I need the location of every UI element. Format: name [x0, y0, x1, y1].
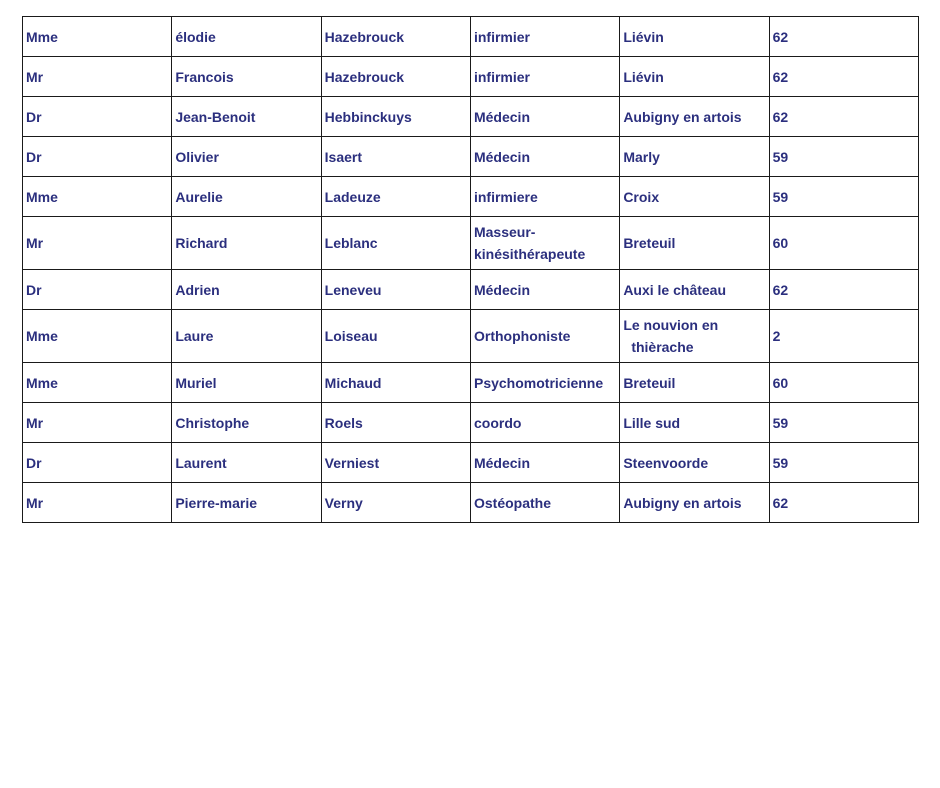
cell-last-name: Loiseau	[321, 310, 470, 363]
cell-profession: Médecin	[470, 97, 619, 137]
cell-department: 62	[769, 270, 918, 310]
cell-last-name: Hebbinckuys	[321, 97, 470, 137]
table-row	[23, 217, 919, 270]
profession-line: kinésithérapeute	[473, 246, 586, 262]
table-row	[23, 310, 919, 363]
table-row	[23, 137, 919, 177]
cell-department: 62	[769, 17, 918, 57]
cell-first-name: Adrien	[172, 270, 321, 310]
table-row	[23, 17, 919, 57]
cell-profession: infirmiere	[470, 177, 619, 217]
cell-title: Mr	[23, 57, 172, 97]
cell-city: Croix	[620, 177, 769, 217]
cell-last-name: Roels	[321, 403, 470, 443]
cell-profession: Orthophoniste	[470, 310, 619, 363]
cell-first-name: Pierre-marie	[172, 483, 321, 523]
cell-first-name: Olivier	[172, 137, 321, 177]
cell-department: 60	[769, 363, 918, 403]
cell-city: Aubigny en artois	[620, 483, 769, 523]
cell-department: 62	[769, 97, 918, 137]
table-row	[23, 363, 919, 403]
cell-city: Lille sud	[620, 403, 769, 443]
cell-last-name: Isaert	[321, 137, 470, 177]
cell-first-name: Muriel	[172, 363, 321, 403]
cell-profession: infirmier	[470, 57, 619, 97]
cell-profession	[470, 217, 619, 270]
cell-title: Mme	[23, 363, 172, 403]
cell-city: Steenvoorde	[620, 443, 769, 483]
cell-department: 62	[769, 483, 918, 523]
cell-city: Marly	[620, 137, 769, 177]
city-line: thièrache	[631, 339, 694, 355]
cell-title: Mr	[23, 403, 172, 443]
cell-title: Mme	[23, 310, 172, 363]
city-line: Le nouvion en	[623, 317, 719, 333]
cell-title: Dr	[23, 443, 172, 483]
cell-first-name: Laure	[172, 310, 321, 363]
cell-city	[620, 310, 769, 363]
cell-profession: Médecin	[470, 137, 619, 177]
table-row	[23, 403, 919, 443]
table-row	[23, 177, 919, 217]
cell-profession: Médecin	[470, 443, 619, 483]
cell-department: 62	[769, 57, 918, 97]
cell-first-name: Richard	[172, 217, 321, 270]
cell-department: 59	[769, 137, 918, 177]
cell-title: Dr	[23, 97, 172, 137]
cell-profession: Psychomotricienne	[470, 363, 619, 403]
cell-title: Dr	[23, 137, 172, 177]
table-row	[23, 270, 919, 310]
cell-last-name: Verny	[321, 483, 470, 523]
table-row	[23, 57, 919, 97]
cell-city: Aubigny en artois	[620, 97, 769, 137]
cell-department: 59	[769, 443, 918, 483]
table-row	[23, 97, 919, 137]
cell-last-name: Michaud	[321, 363, 470, 403]
cell-title: Mr	[23, 217, 172, 270]
cell-profession: Ostéopathe	[470, 483, 619, 523]
cell-city: Auxi le château	[620, 270, 769, 310]
cell-city: Liévin	[620, 57, 769, 97]
cell-profession: Médecin	[470, 270, 619, 310]
cell-city: Liévin	[620, 17, 769, 57]
cell-department: 60	[769, 217, 918, 270]
contacts-table	[22, 16, 919, 523]
cell-department: 59	[769, 177, 918, 217]
cell-last-name: Leblanc	[321, 217, 470, 270]
cell-last-name: Leneveu	[321, 270, 470, 310]
cell-last-name: Hazebrouck	[321, 57, 470, 97]
cell-title: Mme	[23, 177, 172, 217]
cell-title: Dr	[23, 270, 172, 310]
cell-department: 2	[769, 310, 918, 363]
cell-first-name: Jean-Benoit	[172, 97, 321, 137]
cell-city: Breteuil	[620, 217, 769, 270]
table-row	[23, 443, 919, 483]
profession-line: Masseur-	[473, 224, 536, 240]
cell-department: 59	[769, 403, 918, 443]
cell-first-name: Aurelie	[172, 177, 321, 217]
table-row	[23, 483, 919, 523]
cell-first-name: élodie	[172, 17, 321, 57]
cell-last-name: Ladeuze	[321, 177, 470, 217]
cell-first-name: Francois	[172, 57, 321, 97]
cell-profession: coordo	[470, 403, 619, 443]
cell-last-name: Hazebrouck	[321, 17, 470, 57]
cell-profession: infirmier	[470, 17, 619, 57]
cell-title: Mr	[23, 483, 172, 523]
cell-title: Mme	[23, 17, 172, 57]
cell-city: Breteuil	[620, 363, 769, 403]
cell-first-name: Christophe	[172, 403, 321, 443]
cell-last-name: Verniest	[321, 443, 470, 483]
cell-first-name: Laurent	[172, 443, 321, 483]
